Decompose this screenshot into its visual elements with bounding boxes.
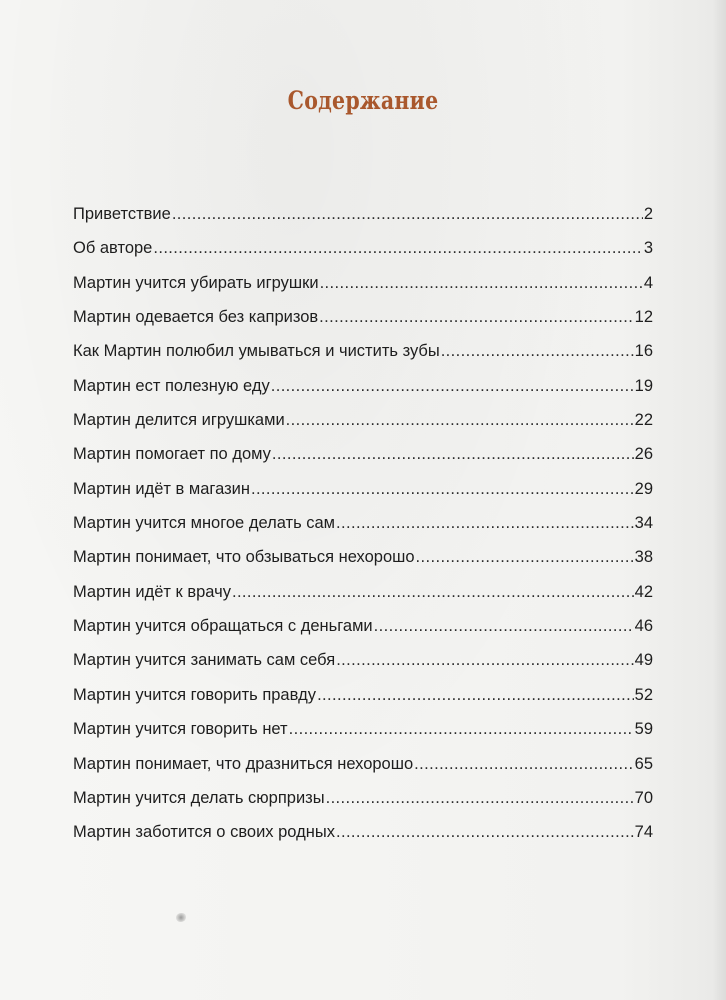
toc-entry[interactable] <box>73 235 653 269</box>
toc-entry-title: Мартин ест полезную еду <box>73 376 270 395</box>
toc-entry[interactable] <box>73 476 653 510</box>
toc-entry-title: Мартин учится говорить правду <box>73 685 317 704</box>
toc-entry-page: 70 <box>634 788 653 807</box>
toc-entry-title: Мартин делится игрушками <box>73 411 285 430</box>
toc-entry-title: Приветствие <box>73 205 171 223</box>
toc-entry[interactable] <box>73 270 653 304</box>
toc-entry[interactable] <box>73 544 653 578</box>
toc-entry[interactable] <box>73 647 653 681</box>
toc-entry-page: 65 <box>634 754 653 773</box>
toc-entry-title: Мартин учится занимать сам себя <box>73 651 336 670</box>
toc-entry-title: Мартин учится обращаться с деньгами <box>73 617 373 636</box>
toc-leader-dots <box>336 647 633 673</box>
toc-leader-dots <box>317 682 634 708</box>
toc-entry-page: 26 <box>634 445 653 464</box>
ink-smudge <box>176 913 186 922</box>
toc-entry-page: 12 <box>634 308 653 327</box>
toc-entry-page: 29 <box>634 479 653 498</box>
toc-entry[interactable] <box>73 751 653 785</box>
toc-leader-dots <box>441 338 634 364</box>
toc-leader-dots <box>153 235 642 261</box>
toc-leader-dots <box>336 510 634 536</box>
toc-leader-dots <box>251 476 634 502</box>
toc-leader-dots <box>414 751 633 777</box>
toc-entry-title: Мартин учится убирать игрушки <box>73 273 319 292</box>
toc-entry-page: 3 <box>643 239 653 258</box>
toc-entry-page: 38 <box>634 548 653 567</box>
toc-entry-page: 19 <box>634 376 653 395</box>
toc-entry-page: 46 <box>634 617 653 636</box>
toc-entry-title: Мартин помогает по дому <box>73 445 271 464</box>
toc-entry-title: Как Мартин полюбил умываться и чистить зубы <box>73 342 440 361</box>
toc-leader-dots <box>289 716 634 742</box>
toc-entry-title: Мартин учится говорить нет <box>73 720 288 739</box>
page-edge-shadow <box>712 0 726 1000</box>
toc-leader-dots <box>272 441 634 467</box>
toc-leader-dots <box>172 201 643 227</box>
toc-entry[interactable] <box>73 407 653 441</box>
toc-entry-title: Мартин идёт к врачу <box>73 582 231 601</box>
toc-entry-title: Мартин одевается без капризов <box>73 308 319 327</box>
toc-leader-dots <box>416 544 634 570</box>
toc-entry-title: Мартин учится делать сюрпризы <box>73 788 325 807</box>
toc-entry[interactable] <box>73 441 653 475</box>
toc-entry[interactable] <box>73 785 653 819</box>
toc-leader-dots <box>320 270 643 296</box>
toc-entry-page: 42 <box>634 582 653 601</box>
toc-leader-dots <box>286 407 634 433</box>
toc-entry-page: 4 <box>643 273 653 292</box>
toc-entry[interactable] <box>73 819 653 853</box>
toc-leader-dots <box>326 785 634 811</box>
toc-leader-dots <box>232 579 634 605</box>
toc-entry[interactable] <box>73 201 653 235</box>
toc-entry[interactable] <box>73 716 653 750</box>
toc-leader-dots <box>336 819 634 845</box>
toc-entry[interactable] <box>73 579 653 613</box>
toc-entry-title: Мартин идёт в магазин <box>73 479 250 498</box>
toc-entry-page: 22 <box>634 411 653 430</box>
toc-entry-title: Мартин понимает, что дразниться нехорошо <box>73 754 414 773</box>
toc-entry[interactable] <box>73 338 653 372</box>
toc-entry-page: 74 <box>634 823 653 842</box>
toc-entry-page: 49 <box>634 651 653 670</box>
toc-entry[interactable] <box>73 510 653 544</box>
toc-entry[interactable] <box>73 613 653 647</box>
toc-entry-page: 52 <box>634 685 653 704</box>
toc-entry-page: 59 <box>634 720 653 739</box>
page-title: Содержание <box>287 86 439 115</box>
toc-entry-title: Мартин понимает, что обзываться нехорошо <box>73 548 415 567</box>
toc-leader-dots <box>271 373 634 399</box>
toc-entry-page: 2 <box>643 205 653 223</box>
toc-entry-title: Об авторе <box>73 239 153 258</box>
toc-entry[interactable] <box>73 682 653 716</box>
table-of-contents <box>73 201 653 854</box>
toc-entry[interactable] <box>73 373 653 407</box>
toc-leader-dots <box>374 613 634 639</box>
toc-leader-dots <box>319 304 633 330</box>
toc-entry-title: Мартин заботится о своих родных <box>73 823 335 842</box>
toc-entry-page: 34 <box>634 514 653 533</box>
toc-entry-title: Мартин учится многое делать сам <box>73 514 336 533</box>
toc-entry[interactable] <box>73 304 653 338</box>
toc-entry-page: 16 <box>634 342 653 361</box>
